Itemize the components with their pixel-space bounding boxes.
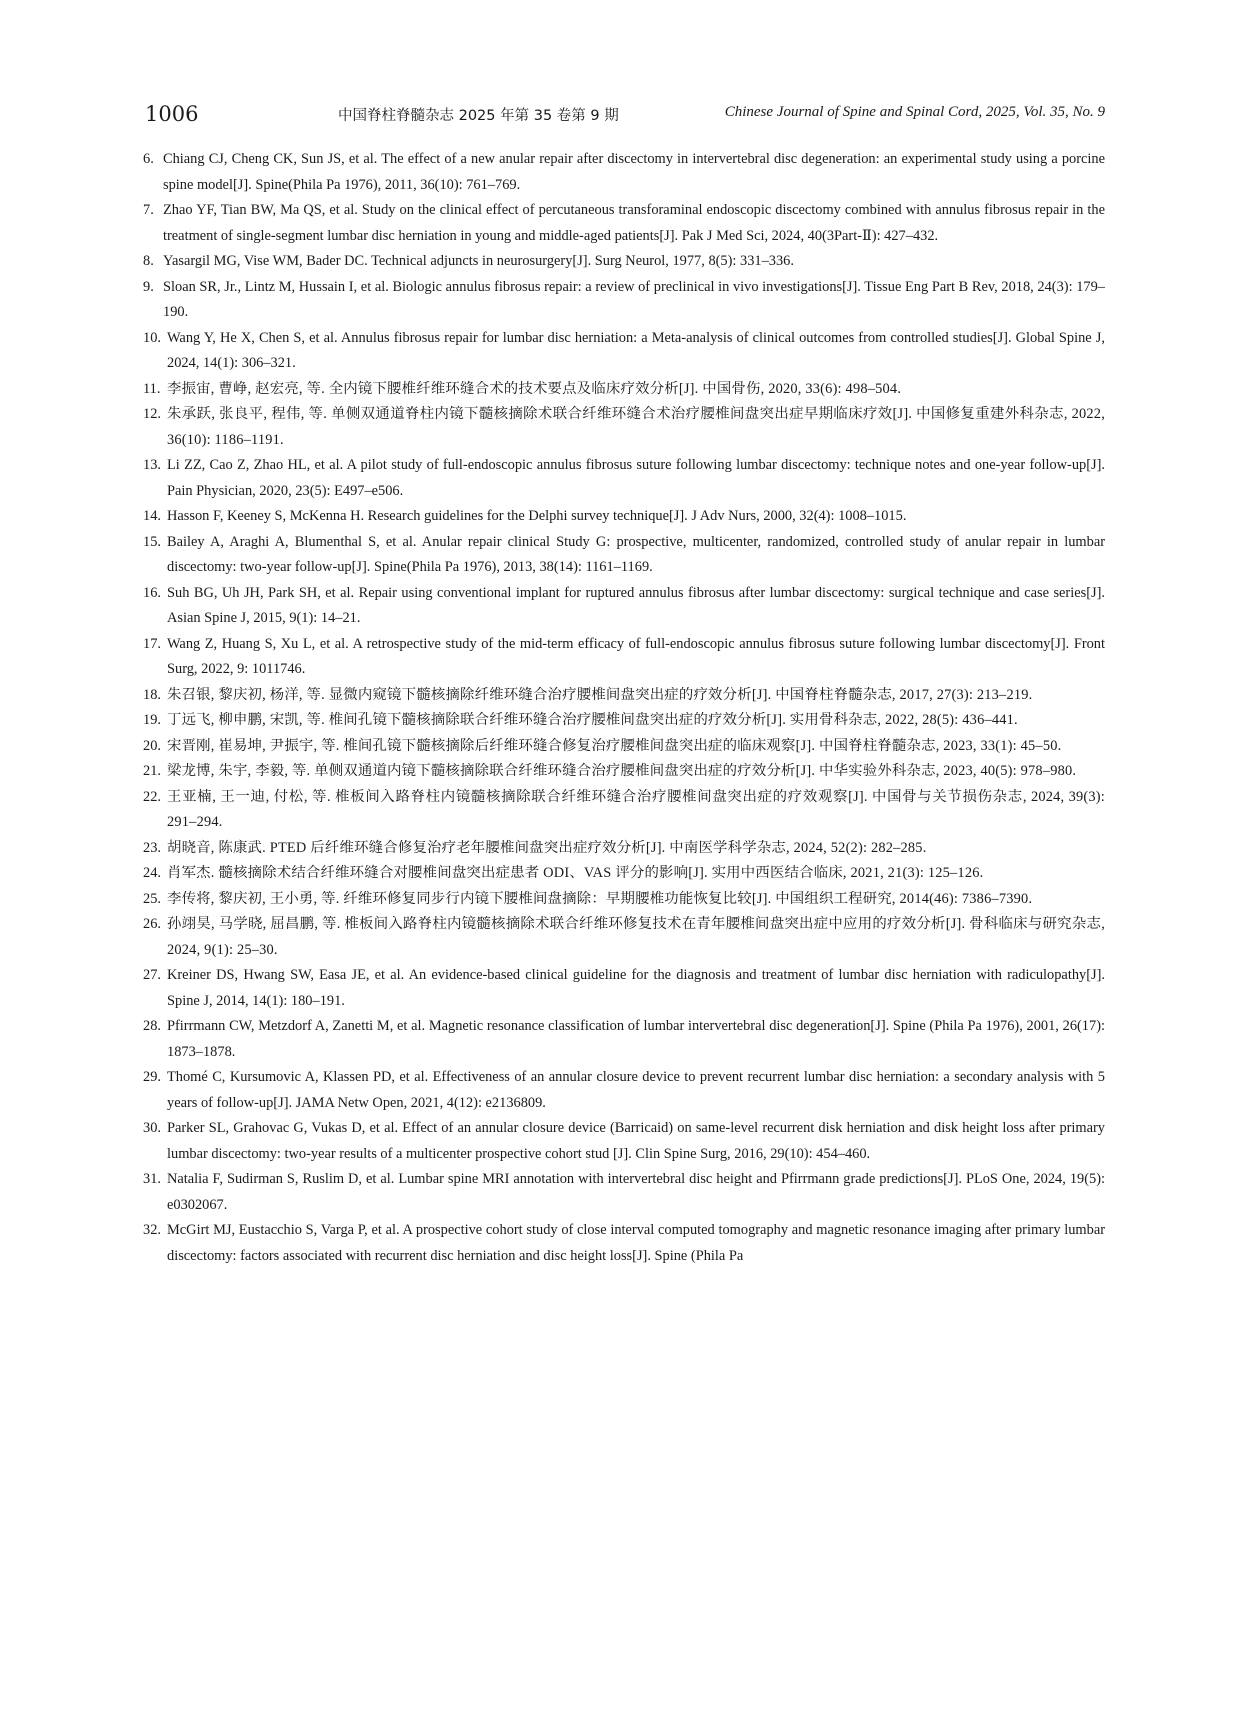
reference-text: Li ZZ, Cao Z, Zhao HL, et al. A pilot study of full-endoscopic annulus fibrosus suture following lumbar discectomy: technique notes and one-year follow-up[J]. Pain Physician, 2020, 23(5): E497–e506. [167,457,1105,499]
reference-text: Parker SL, Grahovac G, Vukas D, et al. Effect of an annular closure device (Barricaid) on same-level recurrent disk herniation and disk height loss after primary lumbar discectomy: two-year results of a multicenter prospective cohort stud [J]. Clin Spine Surg, 2016, 29(10): 454–460. [167,1120,1105,1162]
reference-text: Sloan SR, Jr., Lintz M, Hussain I, et al. Biologic annulus fibrosus repair: a review of preclinical in vivo investigations[J]. Tissue Eng Part B Rev, 2018, 24(3): 179–190. [163,278,1105,320]
reference-number: 16. [143,584,161,601]
reference-text: Suh BG, Uh JH, Park SH, et al. Repair using conventional implant for ruptured annulus fibrosus after lumbar discectomy: surgical technique and case series[J]. Asian Spine J, 2015, 9(1): 14–21. [167,584,1105,626]
reference-text: Wang Y, He X, Chen S, et al. Annulus fibrosus repair for lumbar disc herniation: a Meta-analysis of clinical outcomes from controlled studies[J]. Global Spine J, 2024, 14(1): 306–321. [167,329,1105,371]
reference-number: 22. [143,788,161,805]
reference-number: 13. [143,457,161,473]
reference-number: 28. [143,1018,161,1034]
reference-text: Pfirrmann CW, Metzdorf A, Zanetti M, et al. Magnetic resonance classification of lumbar intervertebral disc degeneration[J]. Spine (Phila Pa 1976), 2001, 26(17): 1873–1878. [167,1018,1105,1060]
reference-text: 朱承跃, 张良平, 程伟, 等. 单侧双通道脊柱内镜下髓核摘除术联合纤维环缝合术治疗腰椎间盘突出症早期临床疗效[J]. 中国修复重建外科杂志, 2022, 36(10): 1186–1191. [167,406,1105,448]
reference-item [143,1116,1105,1167]
reference-item [143,147,1105,198]
reference-text: McGirt MJ, Eustacchio S, Varga P, et al. A prospective cohort study of close interval computed tomography and magnetic resonance imaging after primary lumbar discectomy: factors associated with recurrent disc herniation and disc height loss[J]. Spine (Phila Pa [167,1222,1105,1264]
reference-number: 32. [143,1222,161,1238]
reference-text: Bailey A, Araghi A, Blumenthal S, et al. Anular repair clinical Study G: prospective, multicenter, randomized, controlled study of anular repair in lumbar discectomy: two-year follow-up[J]. Spine(Phila Pa 1976), 2013, 38(14): 1161–1169. [167,533,1105,575]
reference-text: 朱召银, 黎庆初, 杨洋, 等. 显微内窥镜下髓核摘除纤维环缝合治疗腰椎间盘突出症的疗效分析[J]. 中国脊柱脊髓杂志, 2017, 27(3): 213–219. [167,686,1033,703]
reference-item [143,530,1105,581]
reference-text: 王亚楠, 王一迪, 付松, 等. 椎板间入路脊柱内镜髓核摘除联合纤维环缝合治疗腰椎间盘突出症的疗效观察[J]. 中国骨与关节损伤杂志, 2024, 39(3): 291–294. [167,788,1105,830]
reference-number: 10. [143,329,161,346]
reference-number: 15. [143,533,161,550]
reference-item [143,912,1105,963]
reference-number: 14. [143,508,161,524]
running-header [145,100,1105,130]
reference-number: 20. [143,737,161,754]
reference-item [143,1218,1105,1269]
reference-number: 30. [143,1120,161,1136]
reference-item [143,198,1105,249]
reference-text: 宋晋刚, 崔易坤, 尹振宇, 等. 椎间孔镜下髓核摘除后纤维环缝合修复治疗腰椎间盘突出症的临床观察[J]. 中国脊柱脊髓杂志, 2023, 33(1): 45–50. [167,737,1062,754]
reference-text: 肖军杰. 髓核摘除术结合纤维环缝合对腰椎间盘突出症患者 ODI、VAS 评分的影响[J]. 实用中西医结合临床, 2021, 21(3): 125–126. [167,865,984,881]
reference-text: Yasargil MG, Vise WM, Bader DC. Technical adjuncts in neurosurgery[J]. Surg Neurol, 1977, 8(5): 331–336. [163,253,794,269]
reference-number: 8. [143,253,154,269]
reference-item [143,734,1105,760]
reference-text: 丁远飞, 柳申鹏, 宋凯, 等. 椎间孔镜下髓核摘除联合纤维环缝合治疗腰椎间盘突出症的疗效分析[J]. 实用骨科杂志, 2022, 28(5): 436–441. [167,712,1018,728]
reference-item [143,887,1105,913]
reference-number: 23. [143,839,161,856]
reference-item [143,632,1105,683]
reference-item [143,1014,1105,1065]
reference-item [143,402,1105,453]
reference-number: 21. [143,763,161,779]
reference-text: Wang Z, Huang S, Xu L, et al. A retrospective study of the mid-term efficacy of full-endoscopic annulus fibrosus suture following lumbar discectomy[J]. Front Surg, 2022, 9: 1011746. [167,635,1105,677]
reference-item [143,275,1105,326]
reference-text: Hasson F, Keeney S, McKenna H. Research guidelines for the Delphi survey technique[J]. J Adv Nurs, 2000, 32(4): 1008–1015. [167,508,907,524]
page-number: 1006 [145,102,199,126]
reference-number: 31. [143,1171,161,1187]
reference-item [143,785,1105,836]
reference-text: Zhao YF, Tian BW, Ma QS, et al. Study on the clinical effect of percutaneous transforaminal endoscopic discectomy combined with annulus fibrosus repair in the treatment of single-segment lumbar disc herniation in young and middle-aged patients[J]. Pak J Med Sci, 2024, 40(3Part-Ⅱ): 427–432. [163,202,1105,244]
reference-number: 27. [143,967,161,983]
reference-number: 12. [143,406,161,422]
reference-item [143,1167,1105,1218]
reference-item [143,453,1105,504]
reference-number: 29. [143,1069,161,1085]
journal-title-chinese: 中国脊柱脊髓杂志 2025 年第 35 卷第 9 期 [338,108,619,124]
reference-text: Chiang CJ, Cheng CK, Sun JS, et al. The effect of a new anular repair after discectomy in intervertebral disc degeneration: an experimental study using a porcine spine model[J]. Spine(Phila Pa 1976), 2011, 36(10): 761–769. [163,151,1105,193]
reference-item [143,1065,1105,1116]
reference-item [143,377,1105,403]
reference-text: 胡晓音, 陈康武. PTED 后纤维环缝合修复治疗老年腰椎间盘突出症疗效分析[J]. 中南医学科学杂志, 2024, 52(2): 282–285. [167,839,927,856]
reference-item [143,963,1105,1014]
reference-number: 25. [143,890,161,907]
reference-text: Thomé C, Kursumovic A, Klassen PD, et al. Effectiveness of an annular closure device to prevent recurrent lumbar disc herniation: a secondary analysis with 5 years of follow-up[J]. JAMA Netw Open, 2021, 4(12): e2136809. [167,1069,1105,1111]
reference-item [143,326,1105,377]
reference-number: 18. [143,686,161,703]
reference-item [143,708,1105,734]
journal-title-english: Chinese Journal of Spine and Spinal Cord, 2025, Vol. 35, No. 9 [724,104,1105,120]
reference-item [143,759,1105,785]
reference-text: 孙翊昊, 马学晓, 屈昌鹏, 等. 椎板间入路脊柱内镜髓核摘除术联合纤维环修复技术在青年腰椎间盘突出症中应用的疗效分析[J]. 骨科临床与研究杂志, 2024, 9(1): 25–30. [167,916,1105,958]
reference-item [143,504,1105,530]
reference-text: Natalia F, Sudirman S, Ruslim D, et al. Lumbar spine MRI annotation with intervertebral disc height and Pfirrmann grade predictions[J]. PLoS One, 2024, 19(5): e0302067. [167,1171,1105,1213]
reference-text: 梁龙博, 朱宇, 李毅, 等. 单侧双通道内镜下髓核摘除联合纤维环缝合治疗腰椎间盘突出症的疗效分析[J]. 中华实验外科杂志, 2023, 40(5): 978–980. [167,763,1077,779]
reference-list [143,147,1105,1269]
reference-text: Kreiner DS, Hwang SW, Easa JE, et al. An evidence-based clinical guideline for the diagnosis and treatment of lumbar disc herniation with radiculopathy[J]. Spine J, 2014, 14(1): 180–191. [167,967,1105,1009]
reference-number: 11. [143,380,161,397]
reference-number: 17. [143,635,161,652]
reference-item [143,249,1105,275]
reference-number: 19. [143,712,161,728]
reference-number: 26. [143,916,161,932]
reference-item [143,683,1105,709]
reference-item [143,836,1105,862]
reference-number: 24. [143,865,161,881]
reference-text: 李传将, 黎庆初, 王小勇, 等. 纤维环修复同步行内镜下腰椎间盘摘除：早期腰椎功能恢复比较[J]. 中国组织工程研究, 2014(46): 7386–7390. [167,890,1033,907]
reference-text: 李振宙, 曹峥, 赵宏亮, 等. 全内镜下腰椎纤维环缝合术的技术要点及临床疗效分析[J]. 中国骨伤, 2020, 33(6): 498–504. [167,380,902,397]
reference-number: 7. [143,202,154,218]
reference-number: 9. [143,278,154,295]
reference-item [143,581,1105,632]
reference-number: 6. [143,151,154,167]
reference-item [143,861,1105,887]
